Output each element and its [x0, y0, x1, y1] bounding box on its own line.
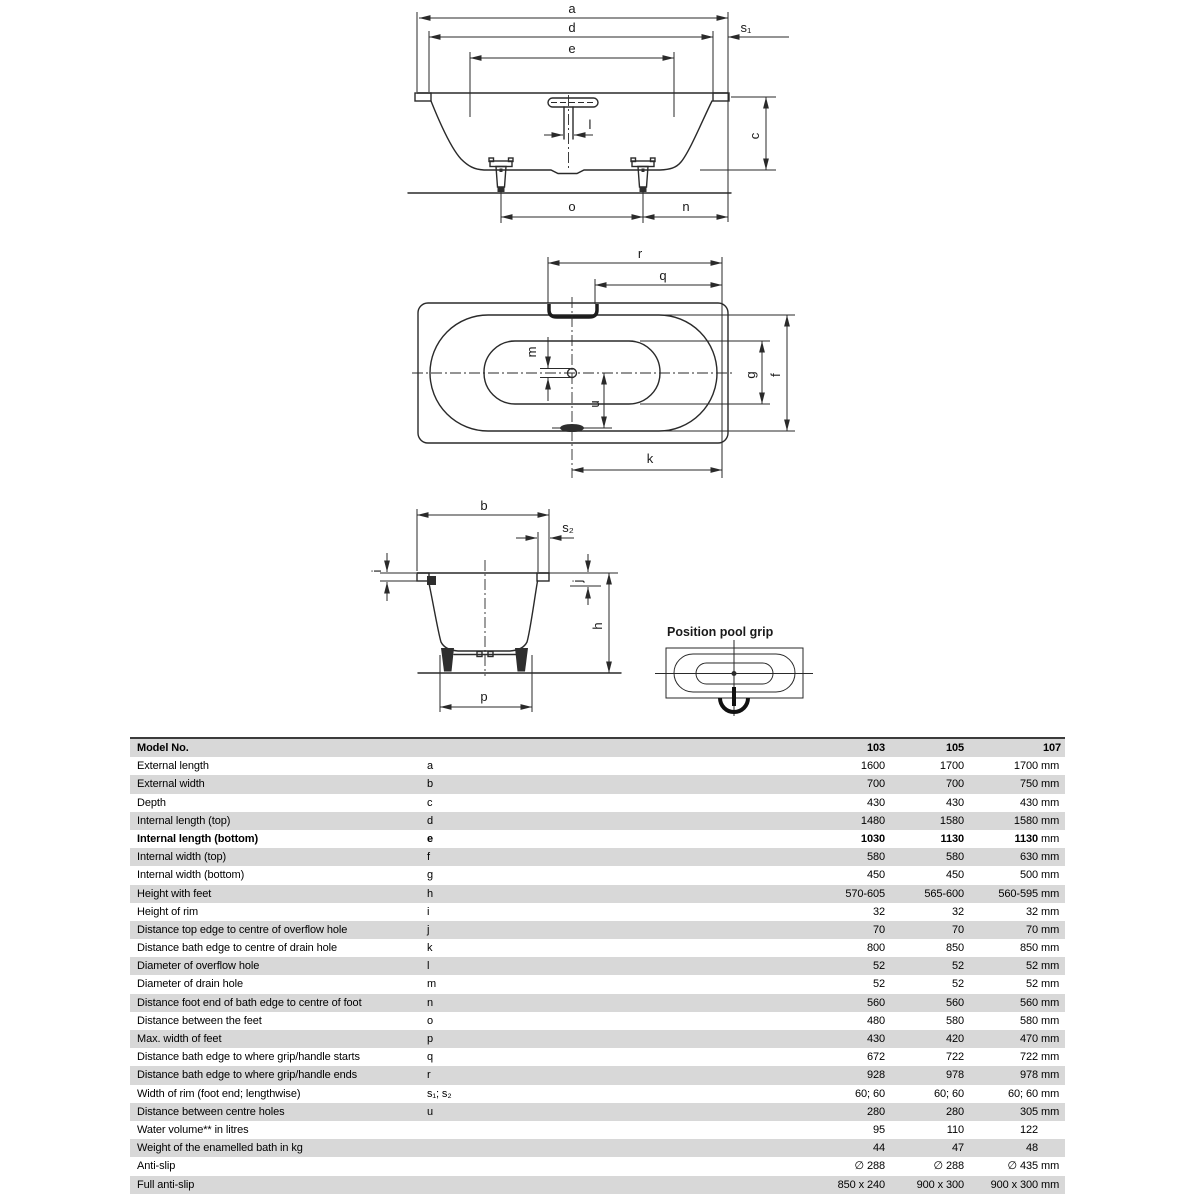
- value-107: ∅ 435: [1007, 1160, 1038, 1173]
- spec-row-a: [130, 757, 1065, 775]
- value-103: 44: [872, 1142, 885, 1155]
- value-unit: mm: [1041, 814, 1060, 827]
- value-105: 565-600: [924, 887, 964, 900]
- plan-view-drawing: [412, 246, 795, 478]
- value-105: 70: [951, 923, 964, 936]
- spec-table: [130, 737, 1065, 1194]
- value-unit: mm: [1041, 832, 1060, 845]
- pool-grip-title: Position pool grip: [667, 625, 774, 639]
- spec-label: Distance foot end of bath edge to centre of foot: [137, 996, 362, 1009]
- spec-letter: m: [427, 978, 437, 991]
- spec-letter: o: [427, 1014, 434, 1027]
- dim-label-r: r: [637, 246, 643, 261]
- value-103: 560: [866, 996, 885, 1009]
- value-unit: mm: [1041, 1087, 1060, 1100]
- spec-label: Distance top edge to centre of overflow hole: [137, 923, 348, 936]
- spec-row-u: [130, 1103, 1065, 1121]
- spec-row-weight-of-the-enamelled-bath-in-kg: [130, 1139, 1065, 1157]
- value-unit: mm: [1041, 905, 1060, 918]
- value-107: 430: [1019, 796, 1038, 809]
- value-unit: mm: [1041, 1033, 1060, 1045]
- spec-label: Height of rim: [137, 905, 199, 918]
- header-model-107: 107: [1042, 742, 1061, 754]
- value-unit: mm: [1041, 1178, 1060, 1191]
- value-107: 70: [1025, 923, 1038, 936]
- value-105: 60; 60: [934, 1087, 964, 1100]
- spec-row-m: [130, 975, 1065, 993]
- spec-row-k: [130, 939, 1065, 957]
- spec-row-i: [130, 903, 1065, 921]
- value-unit: mm: [1041, 869, 1060, 882]
- value-107: 470: [1019, 1033, 1038, 1045]
- value-105: 450: [945, 869, 964, 882]
- value-105: 1700: [939, 760, 964, 773]
- dim-label-h: h: [590, 622, 605, 630]
- value-103: 480: [866, 1014, 885, 1027]
- dim-label-s2: s₂: [562, 520, 574, 535]
- header-model-105: 105: [945, 742, 964, 754]
- value-103: 52: [872, 978, 885, 991]
- value-105: 560: [945, 996, 964, 1009]
- header-model-no: Model No.: [137, 742, 189, 754]
- dim-label-j: j: [570, 579, 585, 583]
- spec-row-e: [130, 830, 1065, 848]
- spec-label: Full anti-slip: [137, 1178, 195, 1191]
- spec-letter: k: [427, 942, 433, 955]
- value-105: 700: [945, 778, 964, 791]
- value-107: 122: [1019, 1123, 1038, 1136]
- spec-label: Distance bath edge to where grip/handle starts: [137, 1051, 360, 1064]
- spec-label: Distance between centre holes: [137, 1105, 285, 1118]
- spec-letter: a: [427, 760, 434, 773]
- dim-label-a: a: [568, 1, 576, 16]
- spec-row-h: [130, 885, 1065, 903]
- dim-label-s1: s₁: [740, 20, 752, 35]
- dim-label-o: o: [568, 199, 576, 214]
- spec-letter: s₁; s₂: [427, 1087, 452, 1100]
- value-107: 48: [1025, 1142, 1038, 1155]
- dim-label-l: l: [588, 117, 592, 132]
- value-107: 1700: [1013, 760, 1038, 773]
- value-unit: mm: [1041, 1051, 1060, 1064]
- spec-row-d: [130, 812, 1065, 830]
- dim-label-n: n: [682, 199, 690, 214]
- spec-label: Distance bath edge to centre of drain hole: [137, 942, 338, 955]
- value-107: 32: [1025, 905, 1038, 918]
- spec-letter: n: [427, 996, 434, 1009]
- spec-label: Diameter of overflow hole: [137, 960, 260, 973]
- end-elevation-drawing: [369, 498, 621, 712]
- bath-foot-right: [631, 158, 655, 192]
- value-107: 560: [1019, 996, 1038, 1009]
- spec-label: External length: [137, 760, 209, 773]
- value-105: 47: [951, 1142, 964, 1155]
- spec-row-p: [130, 1030, 1065, 1048]
- table-header-row: [130, 739, 1065, 757]
- dim-label-g: g: [743, 371, 758, 379]
- value-105: 1130: [940, 832, 964, 845]
- value-103: 1030: [860, 832, 885, 845]
- value-103: 570-605: [845, 887, 885, 900]
- value-107: 1580: [1013, 814, 1038, 827]
- spec-label: Internal width (bottom): [137, 869, 245, 882]
- value-107: 1130: [1014, 832, 1038, 845]
- value-103: 928: [866, 1069, 885, 1082]
- spec-row-water-volume-in-litres: [130, 1121, 1065, 1139]
- spec-row-anti-slip: [130, 1157, 1065, 1175]
- value-unit: mm: [1041, 887, 1060, 900]
- value-unit: mm: [1041, 1160, 1060, 1173]
- value-103: 280: [866, 1105, 885, 1118]
- value-107: 500: [1019, 869, 1038, 882]
- value-105: 1580: [939, 814, 964, 827]
- dim-label-e: e: [568, 41, 576, 56]
- spec-letter: f: [427, 851, 430, 864]
- value-unit: mm: [1041, 1069, 1060, 1082]
- value-107: 722: [1019, 1051, 1038, 1064]
- value-unit: mm: [1041, 996, 1060, 1009]
- foot-left-end-view: [441, 648, 454, 672]
- spec-row-j: [130, 921, 1065, 939]
- value-105: 978: [945, 1069, 964, 1082]
- spec-label: Width of rim (foot end; lengthwise): [137, 1087, 301, 1100]
- value-105: 722: [945, 1051, 964, 1064]
- value-103: 95: [872, 1123, 885, 1136]
- position-pool-grip-drawing: [655, 625, 813, 716]
- value-unit: mm: [1041, 1105, 1060, 1118]
- value-103: 850 x 240: [837, 1178, 885, 1191]
- value-107: 850: [1019, 942, 1038, 955]
- spec-letter: b: [427, 778, 434, 791]
- value-103: 1480: [860, 814, 885, 827]
- value-105: 52: [951, 978, 964, 991]
- value-103: 32: [872, 905, 885, 918]
- spec-letter: q: [427, 1051, 434, 1064]
- spec-label: External width: [137, 778, 205, 791]
- spec-letter: u: [427, 1105, 434, 1118]
- spec-letter: h: [427, 887, 434, 900]
- bath-foot-left: [489, 158, 513, 192]
- dim-label-d: d: [568, 20, 576, 35]
- spec-label: Internal length (top): [137, 814, 231, 827]
- spec-row-s₁; s₂: [130, 1085, 1065, 1103]
- spec-row-r: [130, 1066, 1065, 1084]
- value-103: 70: [872, 923, 885, 936]
- spec-row-g: [130, 866, 1065, 884]
- spec-row-o: [130, 1012, 1065, 1030]
- value-105: ∅ 288: [933, 1160, 964, 1173]
- spec-letter: j: [427, 923, 430, 936]
- spec-letter: i: [427, 905, 430, 918]
- spec-label: Anti-slip: [137, 1160, 176, 1173]
- spec-letter: p: [427, 1033, 434, 1045]
- spec-letter: g: [427, 869, 434, 882]
- spec-label: Internal length (bottom): [137, 832, 259, 845]
- spec-letter: l: [427, 960, 430, 973]
- spec-label: Height with feet: [137, 887, 212, 900]
- value-103: 672: [866, 1051, 885, 1064]
- value-103: 430: [866, 796, 885, 809]
- overflow-hole-plan: [560, 424, 584, 432]
- spec-letter: r: [427, 1069, 431, 1082]
- spec-label: Internal width (top): [137, 851, 227, 864]
- spec-row-l: [130, 957, 1065, 975]
- value-103: 450: [866, 869, 885, 882]
- spec-letter: c: [427, 796, 433, 809]
- dim-label-c: c: [747, 132, 762, 140]
- value-103: ∅ 288: [854, 1160, 885, 1173]
- dim-label-p: p: [480, 689, 488, 704]
- value-105: 850: [945, 942, 964, 955]
- value-107: 900 x 300: [990, 1178, 1038, 1191]
- value-107: 52: [1025, 978, 1038, 991]
- value-unit: mm: [1041, 760, 1060, 773]
- value-105: 580: [945, 851, 964, 864]
- value-105: 580: [945, 1014, 964, 1027]
- spec-label: Weight of the enamelled bath in kg: [137, 1142, 303, 1155]
- spec-label: Water volume** in litres: [137, 1123, 249, 1136]
- value-103: 1600: [860, 760, 885, 773]
- value-105: 110: [946, 1123, 964, 1136]
- value-unit: mm: [1041, 796, 1060, 809]
- value-103: 430: [866, 1033, 885, 1045]
- value-107: 560-595: [998, 887, 1038, 900]
- spec-row-n: [130, 994, 1065, 1012]
- value-103: 700: [866, 778, 885, 791]
- value-103: 580: [866, 851, 885, 864]
- value-105: 900 x 300: [916, 1178, 964, 1191]
- value-105: 280: [945, 1105, 964, 1118]
- value-107: 750: [1019, 778, 1038, 791]
- value-107: 978: [1019, 1069, 1038, 1082]
- side-elevation-drawing: [408, 1, 789, 223]
- value-105: 32: [951, 905, 964, 918]
- value-105: 420: [945, 1033, 964, 1045]
- value-unit: mm: [1041, 778, 1060, 791]
- value-103: 60; 60: [855, 1087, 885, 1100]
- dim-label-k: k: [646, 451, 654, 466]
- header-model-103: 103: [866, 742, 885, 754]
- spec-letter: e: [427, 832, 434, 845]
- spec-label: Distance between the feet: [137, 1014, 262, 1027]
- value-103: 52: [872, 960, 885, 973]
- spec-row-f: [130, 848, 1065, 866]
- dim-label-u: u: [587, 400, 602, 408]
- spec-row-full-anti-slip: [130, 1176, 1065, 1194]
- spec-row-q: [130, 1048, 1065, 1066]
- value-107: 52: [1025, 960, 1038, 973]
- spec-letter: d: [427, 814, 434, 827]
- spec-row-b: [130, 775, 1065, 793]
- dim-label-m: m: [524, 346, 539, 358]
- value-unit: mm: [1041, 978, 1060, 991]
- spec-label: Max. width of feet: [137, 1033, 222, 1045]
- value-107: 580: [1019, 1014, 1038, 1027]
- spec-label: Distance bath edge to where grip/handle ends: [137, 1069, 358, 1082]
- spec-label: Diameter of drain hole: [137, 978, 244, 991]
- value-unit: mm: [1041, 923, 1060, 936]
- value-107: 60; 60: [1008, 1087, 1038, 1100]
- value-107: 630: [1019, 851, 1038, 864]
- value-unit: mm: [1041, 1014, 1060, 1027]
- value-105: 430: [945, 796, 964, 809]
- spec-row-c: [130, 794, 1065, 812]
- value-107: 305: [1019, 1105, 1038, 1118]
- value-unit: mm: [1041, 960, 1060, 973]
- value-unit: mm: [1041, 942, 1060, 955]
- value-105: 52: [951, 960, 964, 973]
- value-103: 800: [866, 942, 885, 955]
- dim-label-i: i: [369, 569, 384, 573]
- grip-centre-dot: [732, 671, 737, 676]
- foot-right-end-view: [515, 648, 528, 672]
- dim-label-q: q: [659, 268, 667, 283]
- value-unit: mm: [1041, 851, 1060, 864]
- spec-label: Depth: [137, 796, 166, 809]
- dim-label-f: f: [768, 373, 783, 377]
- dim-label-b: b: [480, 498, 488, 513]
